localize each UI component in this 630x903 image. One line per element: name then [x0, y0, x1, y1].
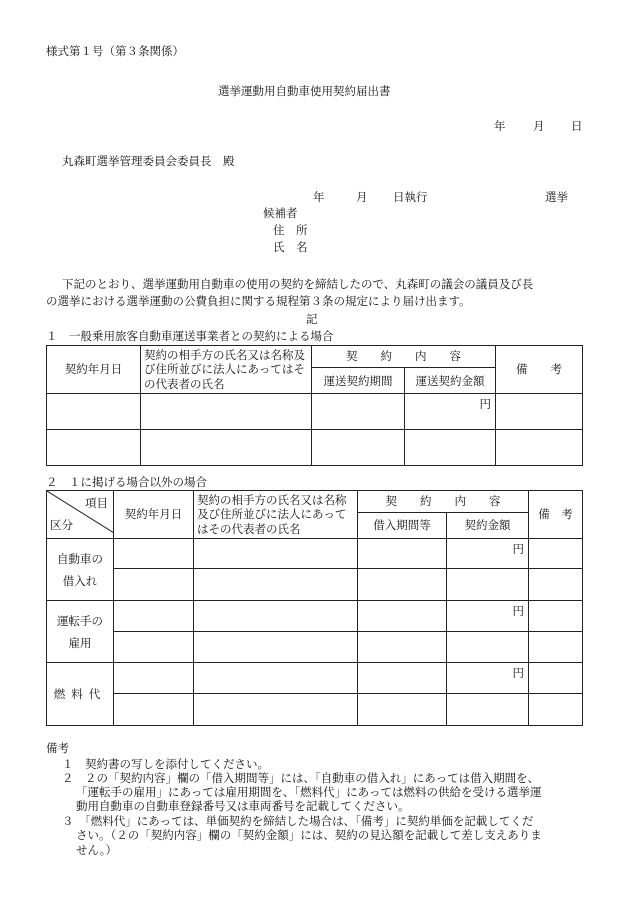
s1-header-remarks: 備 考 [496, 346, 583, 394]
s2-header-contract: 契 約 内 容 [358, 491, 529, 513]
s2-header-kubun: 区分 [50, 517, 73, 532]
election-month-label: 月 [356, 190, 368, 204]
s2-cell [358, 632, 447, 663]
note-3-line-2: さい。（２の「契約内容」欄の「契約金額」には、契約の見込額を記載して差し支えありま [76, 828, 542, 842]
section2-heading: ２ １に掲げる場合以外の場合 [46, 475, 207, 489]
s2-header-item: 項目 [85, 496, 108, 510]
form-number: 様式第１号（第３条関係） [46, 44, 184, 58]
s2-cell [114, 694, 194, 726]
s1-header-date: 契約年月日 [47, 346, 141, 394]
election-suffix: 選挙 [545, 190, 568, 204]
s2-cell [358, 569, 447, 601]
s2-cell [194, 601, 358, 632]
note-3-line-3: せん。） [76, 843, 117, 857]
date-month-label: 月 [533, 119, 545, 133]
s2-cell [529, 663, 583, 694]
s2-cell [194, 694, 358, 726]
s1-cell [141, 394, 312, 430]
s1-cell [141, 430, 312, 466]
note-3-line-1: ３ 「燃料代」にあっては、単価契約を締結した場合は、「備考」に契約単価を記載してくだ [62, 814, 534, 828]
s2-cell [114, 601, 194, 632]
s2-cell [114, 569, 194, 601]
s2-row-vehicle-label: 自動車の借入れ [47, 539, 114, 601]
s2-cell [358, 601, 447, 632]
note-2-line-3: 動用自動車の自動車登録番号又は車両番号を記載してください。 [76, 799, 410, 813]
election-year-label: 年 [313, 190, 325, 204]
s1-cell [405, 430, 496, 466]
s2-header-diagonal-cell [47, 491, 114, 539]
intro-line-1: 下記のとおり、選挙運動用自動車の使用の契約を締結したので、丸森町の議会の議員及び長 [62, 277, 534, 291]
date-year-label: 年 [494, 119, 506, 133]
notes-heading: 備考 [46, 741, 69, 755]
s2-cell [529, 632, 583, 663]
s1-cell [47, 394, 141, 430]
s2-row-driver-label: 運転手の雇用 [47, 601, 114, 663]
ki-label: 記 [306, 312, 318, 326]
s2-cell [447, 569, 529, 601]
note-2-line-2: 「運転手の雇用」にあっては雇用期間を、「燃料代」にあっては燃料の供給を受ける選挙運 [76, 785, 542, 799]
s2-cell [114, 539, 194, 569]
section1-heading: １ 一般乗用旅客自動車運送事業者との契約による場合 [46, 329, 334, 343]
s1-cell [496, 394, 583, 430]
s2-cell [358, 539, 447, 569]
s2-cell [529, 694, 583, 726]
s2-yen-label-1: 円 [447, 539, 529, 569]
s2-header-date: 契約年月日 [114, 491, 194, 539]
s2-header-remarks: 備 考 [529, 491, 583, 539]
election-day-label: 日執行 [393, 190, 428, 204]
note-1: １ 契約書の写しを添付してください。 [62, 757, 269, 771]
section1-table [46, 345, 583, 466]
s1-yen-label: 円 [405, 394, 496, 430]
s2-cell [194, 539, 358, 569]
s1-cell [312, 430, 405, 466]
s2-cell [358, 663, 447, 694]
s2-cell [194, 569, 358, 601]
s1-header-period: 運送契約期間 [312, 368, 405, 394]
s2-cell [114, 632, 194, 663]
date-day-label: 日 [571, 119, 583, 133]
addressee: 丸森町選挙管理委員会委員長 殿 [62, 154, 235, 168]
s2-header-party: 契約の相手方の氏名又は名称及び住所並びに法人にあってはその代表者の氏名 [194, 491, 358, 539]
candidate-address-label: 住 所 [273, 223, 308, 237]
document-title: 選挙運動用自動車使用契約届出書 [218, 84, 391, 98]
s2-row-fuel-label: 燃料代 [47, 663, 114, 726]
s1-cell [496, 430, 583, 466]
candidate-label: 候補者 [263, 206, 298, 220]
s2-yen-label-2: 円 [447, 601, 529, 632]
s1-header-party: 契約の相手方の氏名又は名称及び住所並びに法人にあってはその代表者の氏名 [141, 346, 312, 394]
s2-yen-label-3: 円 [447, 663, 529, 694]
section2-table [46, 490, 583, 726]
s2-header-amount: 契約金額 [447, 512, 529, 538]
s2-cell [194, 632, 358, 663]
s1-header-amount: 運送契約金額 [405, 368, 496, 394]
s2-cell [529, 569, 583, 601]
s2-cell [358, 694, 447, 726]
s2-cell [114, 663, 194, 694]
s2-cell [447, 632, 529, 663]
intro-line-2: の選挙における選挙運動の公費負担に関する規程第３条の規定により届け出ます。 [46, 294, 471, 308]
s1-header-contract: 契 約 内 容 [312, 346, 496, 368]
s1-cell [312, 394, 405, 430]
s2-header-period: 借入期間等 [358, 512, 447, 538]
s2-cell [194, 663, 358, 694]
s2-cell [447, 694, 529, 726]
s2-cell [529, 601, 583, 632]
s2-cell [529, 539, 583, 569]
note-2-line-1: ２ ２の「契約内容」欄の「借入期間等」には、「自動車の借入れ」にあっては借入期間を、 [62, 771, 540, 785]
s1-cell [47, 430, 141, 466]
candidate-name-label: 氏 名 [273, 240, 308, 254]
